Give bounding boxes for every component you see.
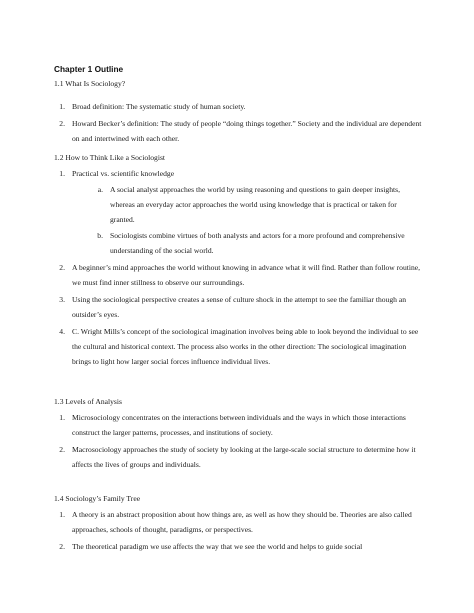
list-text: C. Wright Mills’s concept of the sociological imagination involves being able to look beyond the individual to see the cultural and historical context. The process also works in the other direction: The sociological imagination brings to light how larger social forces influence individual lives.: [72, 327, 419, 367]
list-item: [54, 410, 422, 440]
list-number: 2.: [59, 263, 65, 272]
list-text: A theory is an abstract proposition about how things are, as well as how they should be. Theories are also called approaches, schools of thought, paradigms, or perspectives.: [72, 510, 412, 535]
list-text: A social analyst approaches the world by using reasoning and questions to gain deeper insights, whereas an everyday actor approaches the world using knowledge that is practical or taken for granted.: [110, 185, 400, 225]
list-text: Using the sociological perspective creates a sense of culture shock in the attempt to see the familiar though an outsider’s eyes.: [72, 295, 407, 320]
sub-list-item: [94, 228, 422, 258]
list-item: [54, 99, 422, 114]
list-number: 3.: [59, 295, 65, 304]
list-number: 1.: [59, 102, 65, 111]
list-text: Practical vs. scientific knowledge: [72, 169, 175, 178]
list-item: [54, 507, 422, 537]
list-text: Sociologists combine virtues of both analysts and actors for a more profound and comprehensive understanding of the social world.: [110, 231, 405, 256]
sub-list-item: [94, 182, 422, 228]
list-item: [54, 539, 422, 554]
list-number: 2.: [59, 119, 65, 128]
list-text: Howard Becker’s definition: The study of people “doing things together.” Society and the individual are dependent on and intertwined with each other.: [72, 119, 422, 144]
list-item: [54, 292, 422, 322]
list-letter: b.: [97, 231, 103, 240]
list-number: 4.: [59, 327, 65, 336]
list-number: 1.: [59, 169, 65, 178]
list-item: [54, 442, 422, 472]
list-number: 2.: [59, 542, 65, 551]
list-text: A beginner’s mind approaches the world without knowing in advance what it will find. Rather than follow routine, we must find inner stillness to observe our surroundings.: [72, 263, 421, 288]
list-item: [54, 116, 422, 146]
list-number: 1.: [59, 413, 65, 422]
list-number: 1.: [59, 510, 65, 519]
page-title: Chapter 1 Outline: [54, 64, 124, 74]
list-text: Microsociology concentrates on the interactions between individuals and the ways in which those interactions construct the larger patterns, processes, and institutions of society.: [72, 413, 406, 438]
list-number: 2.: [59, 445, 65, 454]
list-text: Broad definition: The systematic study of human society.: [72, 102, 246, 111]
list-text: The theoretical paradigm we use affects the way that we see the world and helps to guide social: [72, 542, 363, 551]
list-item: [54, 166, 422, 181]
section-heading-1-1: 1.1 What Is Sociology?: [54, 79, 126, 88]
section-heading-1-2: 1.2 How to Think Like a Sociologist: [54, 153, 166, 162]
section-heading-1-4: 1.4 Sociology’s Family Tree: [54, 494, 141, 503]
list-letter: a.: [97, 185, 103, 194]
section-heading-1-3: 1.3 Levels of Analysis: [54, 397, 122, 406]
list-text: Macrosociology approaches the study of society by looking at the large-scale social structure to determine how it affects the lives of groups and individuals.: [72, 445, 416, 470]
list-item: [54, 260, 422, 290]
list-item: [54, 324, 422, 370]
